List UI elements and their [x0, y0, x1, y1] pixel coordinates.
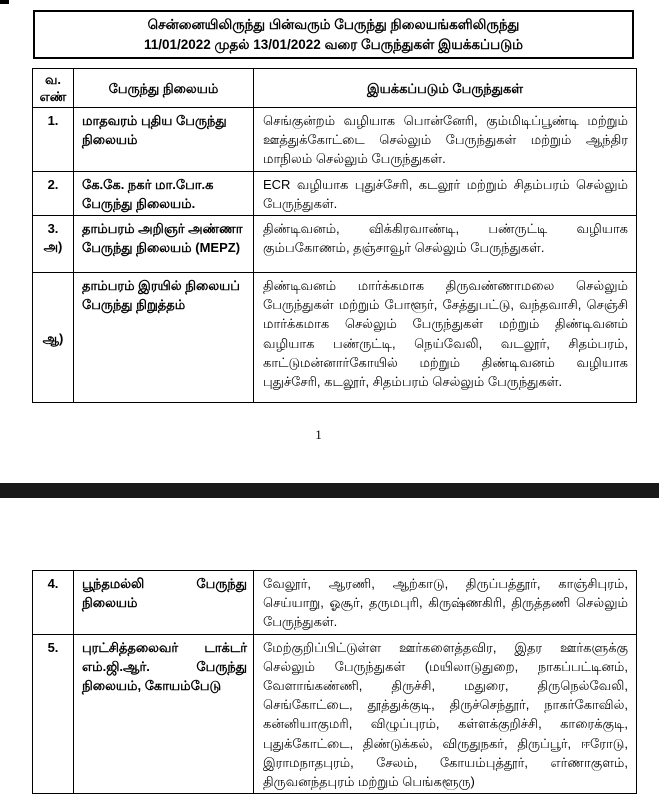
bus-stations-table-page-1 [32, 68, 637, 403]
station-cell: புரட்சித்தலைவர் டாக்டர் எம்.ஜி.ஆர். பேருந்து நிலையம், கோயம்பேடு [74, 634, 254, 794]
table-row [33, 634, 637, 794]
notice-title-line-2: 11/01/2022 முதல் 13/01/2022 வரை பேருந்துகள் இயக்கப்படும் [143, 37, 524, 52]
buses-cell: செங்குன்றம் வழியாக பொன்னேரி, கும்மிடிப்பூண்டி மற்றும் ஊத்துக்கோட்டை செல்லும் பேருந்துகள் மற்றும் ஆந்திர மாநிலம் செல்லும் பேருந்துகள். [254, 108, 637, 172]
notice-title-box [33, 10, 634, 59]
page-number: 1 [315, 427, 322, 442]
table-row [33, 216, 637, 273]
header-serial-number [33, 69, 74, 108]
bus-stations-table-page-2 [32, 570, 637, 794]
station-cell: தாம்பரம் இரயில் நிலையப் பேருந்து நிறுத்தம் [74, 273, 254, 403]
buses-cell: திண்டிவனம் மார்க்கமாக திருவண்ணாமலை செல்லும் பேருந்துகள் மற்றும் போளூர், சேத்துபட்டு, வந்தவாசி, செஞ்சி மார்க்கமாக செல்லும் பேருந்துகள் மற்றும் திண்டிவனம் வழியாக பண்ருட்டி, நெய்வேலி, வடலூர், சிதம்பரம், காட்டுமன்னார்கோயில் மற்றும் திண்டிவனம் வழியாக புதுச்சேரி, கடலூர், சிதம்பரம் செல்லும் பேருந்துகள். [254, 273, 637, 403]
header-serial-line-2: எண் [39, 89, 67, 104]
sno-cell: 4. [33, 571, 74, 635]
notice-title-line-1: சென்னையிலிருந்து பின்வரும் பேருந்து நிலையங்களிலிருந்து [147, 17, 520, 32]
table-row [33, 171, 637, 215]
sno-cell: 2. [33, 171, 74, 215]
buses-cell: மேற்குறிப்பிட்டுள்ள ஊர்களைத்தவிர, இதர ஊர்களுக்கு செல்லும் பேருந்துகள் (மயிலாடுதுறை, நாகப்பட்டினம், வேளாங்கண்ணி, திருச்சி, மதுரை, திருநெல்வேலி, செங்கோட்டை, தூத்துக்குடி, திருச்செந்தூர், நாகர்கோவில், கன்னியாகுமரி, விழுப்புரம், கள்ளக்குறிச்சி, காரைக்குடி, புதுக்கோட்டை, திண்டுக்கல், விருதுநகர், திருப்பூர், ஈரோடு, இராமநாதபுரம், சேலம், கோயம்புத்தூர், எர்ணாகுளம், திருவனந்தபுரம் மற்றும் பெங்களூரு) [254, 634, 637, 794]
sno-cell: 5. [33, 634, 74, 794]
sno-cell [33, 216, 74, 273]
sno-line-2: அ) [43, 239, 63, 255]
sno-cell: 1. [33, 108, 74, 172]
station-cell: கே.கே. நகர் மா.போ.க பேருந்து நிலையம். [74, 171, 254, 215]
station-cell: மாதவரம் புதிய பேருந்து நிலையம் [74, 108, 254, 172]
table-row [33, 273, 637, 403]
header-buses-operated: இயக்கப்படும் பேருந்துகள் [254, 69, 637, 108]
station-cell: தாம்பரம் அறிஞர் அண்ணா பேருந்து நிலையம் (MEPZ) [74, 216, 254, 273]
sno-cell: ஆ) [33, 273, 74, 403]
buses-cell: திண்டிவனம், விக்கிரவாண்டி, பண்ருட்டி வழியாக கும்பகோணம், தஞ்சாவூர் செல்லும் பேருந்துகள். [254, 216, 637, 273]
sno-line-1: 3. [47, 221, 59, 237]
table-row [33, 108, 637, 172]
buses-cell: வேலூர், ஆரணி, ஆற்காடு, திருப்பத்தூர், காஞ்சிபுரம், செய்யாறு, ஓசூர், தருமபுரி, கிருஷ்ணகிரி, திருத்தணி செல்லும் பேருந்துகள். [254, 571, 637, 635]
page-break-separator-bar [0, 483, 659, 498]
buses-cell: ECR வழியாக புதுச்சேரி, கடலூர் மற்றும் சிதம்பரம் செல்லும் பேருந்துகள். [254, 171, 637, 215]
header-serial-line-1: வ. [44, 72, 62, 87]
table-row [33, 571, 637, 635]
scan-artifact-mark [0, 0, 9, 4]
table-header-row [33, 69, 637, 108]
station-cell: பூந்தமல்லி பேருந்து நிலையம் [74, 571, 254, 635]
header-bus-station: பேருந்து நிலையம் [74, 69, 254, 108]
